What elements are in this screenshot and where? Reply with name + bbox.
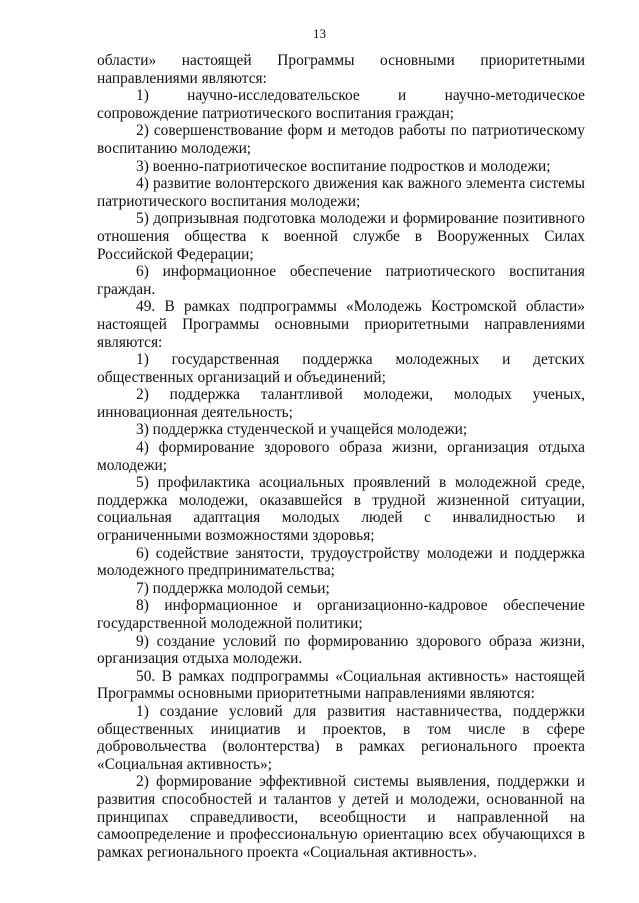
list-item-youth-7: 7) поддержка молодой семьи;: [136, 579, 330, 597]
list-item-patriotic-3: 3) военно-патриотическое воспитание подростков и молодежи;: [136, 157, 551, 175]
list-item-social-1: 1) создание условий для развития наставничества, поддержки общественных инициатив и проектов, в том числе в сфере добровольчества (волонтерства) в рамках регионального проекта «Социальная активность»;: [97, 702, 585, 773]
list-item-youth-8: 8) информационное и организационно-кадровое обеспечение государственной молодежной политики;: [97, 597, 585, 632]
paragraph-continuation: области» настоящей Программы основными приоритетными направлениями являются:: [97, 52, 585, 87]
page-number: 13: [313, 26, 326, 41]
list-item-social-2: 2) формирование эффективной системы выявления, поддержки и развития способностей и талантов у детей и молодежи, основанной на принципах справедливости, всеобщности и направленной на самоопределение и профессиональную ориентацию всех обучающихся в рамках регионального проекта «Социальная активность».: [97, 773, 585, 861]
list-item-patriotic-1: 1) научно-исследовательское и научно-методическое сопровождение патриотического воспитания граждан;: [97, 87, 585, 122]
list-item-youth-5: 5) профилактика асоциальных проявлений в молодежной среде, поддержка молодежи, оказавшейся в трудной жизненной ситуации, социальная адаптация молодых людей с инвалидностью и ограниченными возможностями здоровья;: [97, 474, 585, 545]
list-item-patriotic-2: 2) совершенствование форм и методов работы по патриотическому воспитанию молодежи;: [97, 122, 585, 157]
clause-50: 50. В рамках подпрограммы «Социальная активность» настоящей Программы основными приоритетными направлениями являются:: [97, 667, 585, 703]
list-item-patriotic-5: 5) допризывная подготовка молодежи и формирование позитивного отношения общества к военной службе в Вооруженных Силах Российской Федерации;: [97, 210, 585, 263]
document-body: [97, 52, 585, 861]
list-item-patriotic-4: 4) развитие волонтерского движения как важного элемента системы патриотического воспитания молодежи;: [97, 175, 585, 210]
list-item-youth-4: 4) формирование здорового образа жизни, организация отдыха молодежи;: [97, 439, 585, 474]
list-item-youth-1: 1) государственная поддержка молодежных и детских общественных организаций и объединений;: [97, 351, 585, 386]
list-item-youth-3: 3) поддержка студенческой и учащейся молодежи;: [136, 421, 468, 439]
list-item-youth-2: 2) поддержка талантливой молодежи, молодых ученых, инновационная деятельность;: [97, 386, 585, 421]
list-item-youth-9: 9) создание условий по формированию здорового образа жизни, организация отдыха молодежи.: [97, 632, 585, 668]
list-item-patriotic-6: 6) информационное обеспечение патриотического воспитания граждан.: [97, 263, 585, 298]
clause-49: 49. В рамках подпрограммы «Молодежь Костромской области» настоящей Программы основными приоритетными направлениями являются:: [97, 298, 585, 351]
list-item-youth-6: 6) содействие занятости, трудоустройству молодежи и поддержка молодежного предпринимательства;: [97, 544, 585, 580]
